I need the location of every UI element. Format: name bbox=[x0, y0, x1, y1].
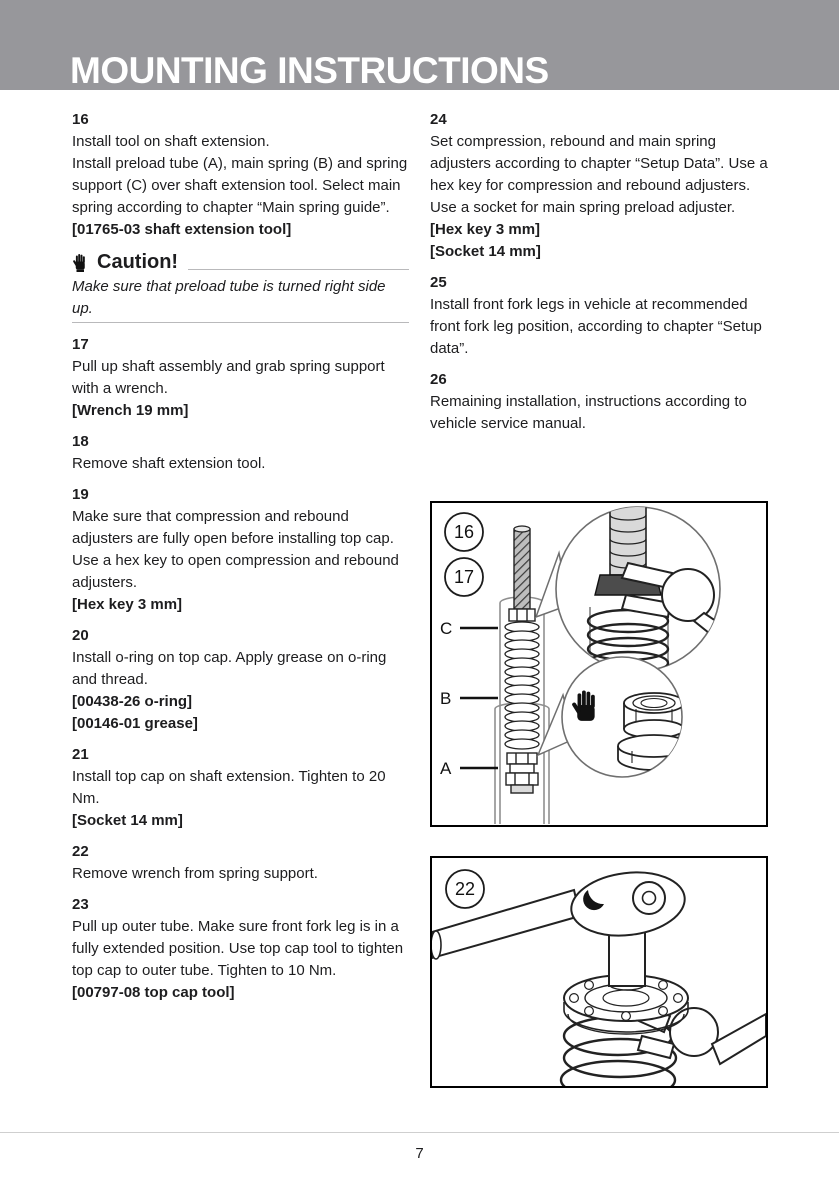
step-number: 16 bbox=[72, 111, 89, 128]
step-18 bbox=[72, 431, 409, 475]
step-22 bbox=[72, 841, 409, 885]
balloon-17: 17 bbox=[453, 567, 475, 587]
callout-hand-inset bbox=[538, 657, 690, 777]
step-number: 21 bbox=[72, 746, 89, 763]
balloon-16: 16 bbox=[453, 522, 475, 542]
caution-title: Caution! bbox=[97, 251, 179, 273]
right-column bbox=[430, 109, 768, 444]
step-text: Install preload tube (A), main spring (B) and spring support (C) over shaft extension tool. Select main spring according to chapter “Main spring guide”. bbox=[72, 155, 408, 216]
page-number: 7 bbox=[415, 1145, 424, 1162]
tool-reference: [Socket 14 mm] bbox=[72, 812, 183, 829]
figure-ratchet-wrench bbox=[430, 856, 768, 1088]
step-number: 22 bbox=[72, 843, 89, 860]
step-19 bbox=[72, 484, 409, 616]
step-23 bbox=[72, 894, 409, 1004]
figure1-part-labels bbox=[440, 619, 498, 778]
step-text: Set compression, rebound and main spring adjusters according to chapter “Setup Data”. Use a hex key for compression and rebound adjusters. Use a socket for main spring preload adjuster. bbox=[430, 133, 768, 216]
step-text: Remaining installation, instructions according to vehicle service manual. bbox=[430, 393, 747, 432]
step-text: Pull up shaft assembly and grab spring support with a wrench. bbox=[72, 358, 385, 397]
figure1-balloons bbox=[445, 513, 483, 596]
tool-reference: [Hex key 3 mm] bbox=[430, 221, 541, 238]
step-16 bbox=[72, 109, 409, 241]
step-25 bbox=[430, 272, 768, 360]
step-number: 24 bbox=[430, 111, 447, 128]
page-title: MOUNTING INSTRUCTIONS bbox=[70, 50, 549, 91]
tool-reference: [Hex key 3 mm] bbox=[72, 596, 183, 613]
tool-reference: [Socket 14 mm] bbox=[430, 243, 541, 260]
caution-heading bbox=[72, 250, 409, 275]
step-number: 17 bbox=[72, 336, 89, 353]
step-text: Install top cap on shaft extension. Tighten to 20 Nm. bbox=[72, 768, 386, 807]
step-text: Remove wrench from spring support. bbox=[72, 865, 318, 882]
shaft-assembly-illustration bbox=[432, 503, 766, 825]
step-24 bbox=[430, 109, 768, 263]
tool-reference: [00797-08 top cap tool] bbox=[72, 984, 235, 1001]
footer-divider bbox=[0, 1132, 839, 1133]
page-header bbox=[0, 0, 839, 90]
callout-wrench-inset bbox=[536, 503, 766, 674]
figure-shaft-assembly bbox=[430, 501, 768, 827]
label-b: B bbox=[440, 689, 452, 708]
step-text: Install front fork legs in vehicle at recommended front fork leg position, according to chapter “Setup data”. bbox=[430, 296, 762, 357]
tool-reference: [Wrench 19 mm] bbox=[72, 402, 189, 419]
step-number: 20 bbox=[72, 627, 89, 644]
hand-stop-icon bbox=[72, 253, 90, 273]
step-text: Install o-ring on top cap. Apply grease on o-ring and thread. bbox=[72, 649, 387, 688]
step-number: 26 bbox=[430, 371, 447, 388]
ratchet-illustration bbox=[432, 858, 766, 1086]
socket-extension bbox=[609, 928, 645, 990]
step-number: 19 bbox=[72, 486, 89, 503]
caution-rule bbox=[188, 269, 409, 270]
step-number: 18 bbox=[72, 433, 89, 450]
main-spring bbox=[505, 622, 539, 749]
threaded-shaft bbox=[514, 526, 530, 609]
step-21 bbox=[72, 744, 409, 832]
step-text: Remove shaft extension tool. bbox=[72, 455, 266, 472]
tool-reference: [00146-01 grease] bbox=[72, 715, 198, 732]
spring-support-part bbox=[509, 609, 535, 621]
step-17 bbox=[72, 334, 409, 422]
caution-text: Make sure that preload tube is turned right side up. bbox=[72, 278, 386, 317]
step-text: Make sure that compression and rebound adjusters are fully open before installing top cap. Use a hex key to open compression and rebound adjusters. bbox=[72, 508, 399, 591]
step-20 bbox=[72, 625, 409, 735]
label-c: C bbox=[440, 619, 453, 638]
step-text: Install tool on shaft extension. bbox=[72, 133, 270, 150]
preload-tube-part bbox=[506, 753, 538, 793]
tool-reference: [01765-03 shaft extension tool] bbox=[72, 221, 292, 238]
step-text: Pull up outer tube. Make sure front fork leg is in a fully extended position. Use top cap tool to tighten top cap to outer tube. Tighten to 10 Nm. bbox=[72, 918, 404, 979]
tool-reference: [00438-26 o-ring] bbox=[72, 693, 193, 710]
step-number: 23 bbox=[72, 896, 89, 913]
balloon-22: 22 bbox=[454, 879, 476, 899]
step-number: 25 bbox=[430, 274, 447, 291]
figure2-balloon bbox=[446, 870, 484, 908]
caution-block bbox=[72, 250, 409, 323]
label-a: A bbox=[440, 759, 452, 778]
step-26 bbox=[430, 369, 768, 435]
left-column bbox=[72, 109, 409, 1013]
